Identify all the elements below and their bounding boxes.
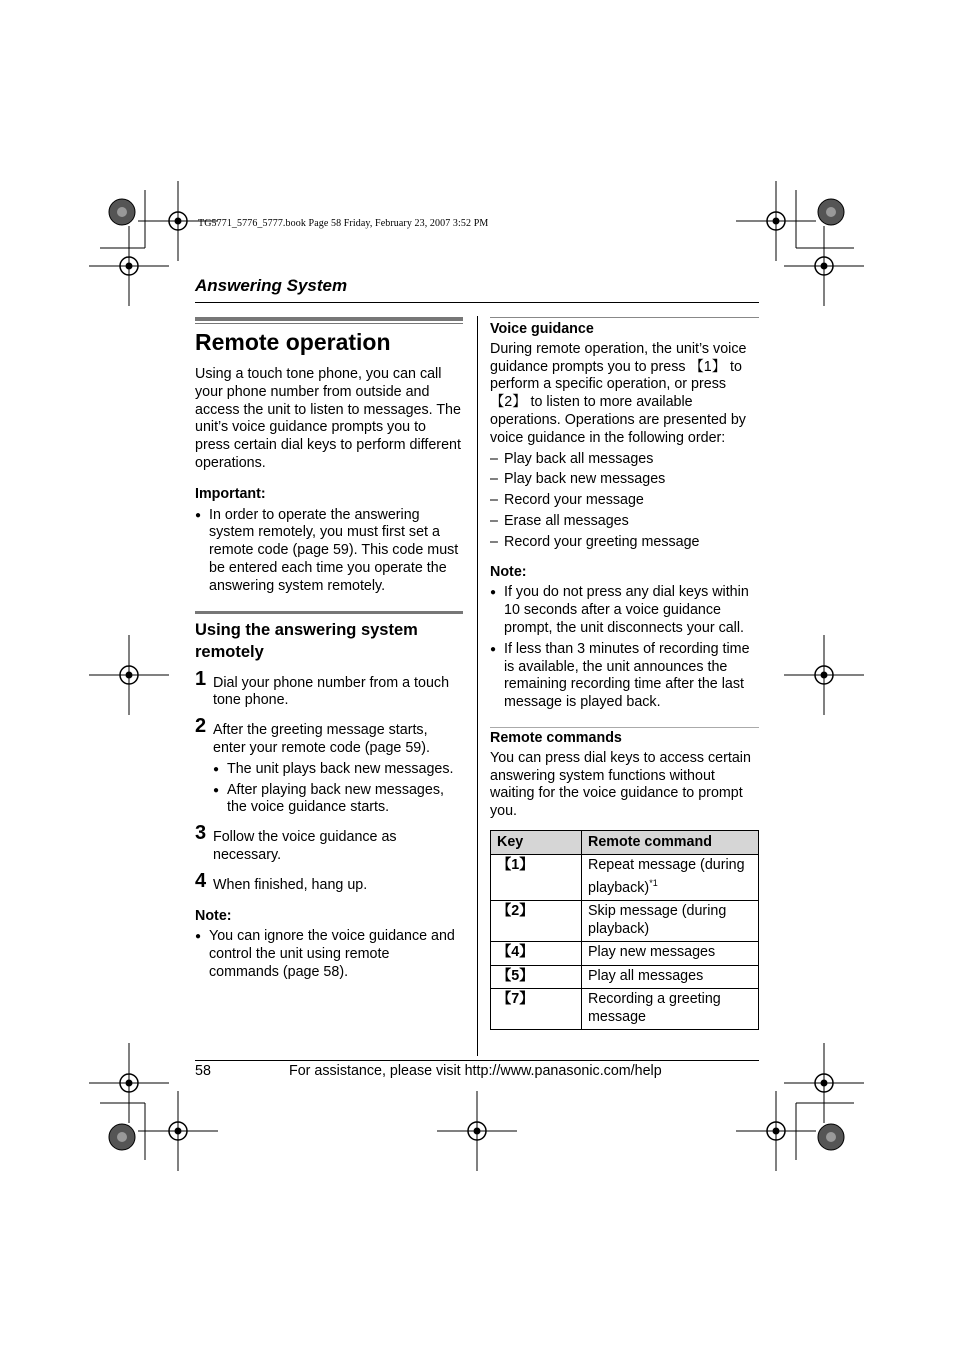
step-bullet: ● The unit plays back new messages. [213, 761, 463, 779]
footnote-marker: *1 [649, 877, 658, 888]
commands-heading: Remote commands [490, 729, 622, 746]
command-cell: Play all messages [582, 965, 759, 989]
voice-rule [490, 317, 759, 318]
voice-heading: Voice guidance [490, 321, 594, 337]
step-1 [195, 667, 463, 711]
key-cell: 【2】 [491, 901, 582, 942]
subheading: Using the answering system remotely [195, 620, 418, 661]
voice-paragraph: During remote operation, the unit’s voice guidance prompts you to press 【1】 to perform a specific operation, or press 【2】 to listen to more available operations. Operations are presented by voice guidance in the following order: [490, 340, 747, 446]
remote-commands-table [490, 830, 759, 1030]
assistance-text: For assistance, please visit http://www.panasonic.com/help [289, 1063, 662, 1079]
section-rule [195, 302, 759, 303]
step-text: After the greeting message starts, enter your remote code (page 59). [213, 722, 430, 756]
key-cell: 【5】 [491, 965, 582, 989]
step-3 [195, 822, 463, 865]
column-divider [477, 316, 478, 1056]
note-label: Note: [490, 563, 527, 580]
step-text: Follow the voice guidance as necessary. [213, 829, 397, 863]
voice-list-item: – Erase all messages [490, 513, 759, 531]
step-4 [195, 869, 463, 895]
title-bar-thin [195, 323, 463, 324]
voice-list-item: – Play back new messages [490, 471, 759, 489]
voice-list-item: – Record your greeting message [490, 534, 759, 552]
print-header: TG5771_5776_5777.book Page 58 Friday, February 23, 2007 3:52 PM [198, 218, 489, 229]
table-row [491, 855, 759, 901]
commands-rule [490, 727, 759, 728]
intro-paragraph: Using a touch tone phone, you can call your phone number from outside and access the unit to listen to messages. The unit’s voice guidance prompts you to press certain dial keys to perform different operations. [195, 366, 461, 471]
note-item: ● If less than 3 minutes of recording time is available, the unit announces the remaining recording time after the last message is played back. [490, 641, 759, 712]
note-item: ● If you do not press any dial keys within 10 seconds after a voice guidance prompt, the unit disconnects your call. [490, 584, 759, 637]
section-title: Answering System [195, 276, 348, 295]
title-bar [195, 317, 463, 321]
table-header-row [491, 830, 759, 855]
command-cell: Skip message (during playback) [582, 901, 759, 942]
subsection-rule [195, 611, 463, 614]
step-number: 3 [195, 822, 207, 845]
step-text: When finished, hang up. [213, 876, 368, 893]
table-row [491, 965, 759, 989]
important-item: ● In order to operate the answering system remotely, you must first set a remote code (page 59). This code must be entered each time you operate the answering system remotely. [195, 507, 463, 596]
step-bullet: ● After playing back new messages, the voice guidance starts. [213, 782, 463, 818]
command-cell [582, 855, 759, 901]
left-column [195, 328, 463, 982]
footer-rule [195, 1060, 759, 1061]
table-row [491, 901, 759, 942]
key-cell: 【1】 [491, 855, 582, 901]
table-header-command: Remote command [582, 830, 759, 855]
page-number: 58 [195, 1063, 211, 1079]
key-cell: 【4】 [491, 942, 582, 966]
page-title: Remote operation [195, 329, 391, 355]
step-number: 2 [195, 715, 207, 738]
table-row [491, 989, 759, 1030]
table-header-key: Key [491, 830, 582, 855]
command-cell: Play new messages [582, 942, 759, 966]
note-item: ● You can ignore the voice guidance and control the unit using remote commands (page 58). [195, 928, 463, 981]
commands-paragraph: You can press dial keys to access certain answering system functions without waiting for the voice guidance to prompt you. [490, 749, 751, 820]
right-column [490, 321, 759, 1030]
voice-list-item: – Play back all messages [490, 451, 759, 469]
table-row [491, 942, 759, 966]
voice-list-item: – Record your message [490, 492, 759, 510]
note-label: Note: [195, 907, 232, 924]
key-cell: 【7】 [491, 989, 582, 1030]
important-label: Important: [195, 485, 266, 502]
step-number: 1 [195, 667, 207, 690]
command-cell: Recording a greeting message [582, 989, 759, 1030]
step-text: Dial your phone number from a touch tone phone. [213, 674, 450, 709]
step-number: 4 [195, 869, 207, 892]
command-text: Repeat message (during playback) [588, 857, 745, 896]
step-2 [195, 715, 463, 817]
